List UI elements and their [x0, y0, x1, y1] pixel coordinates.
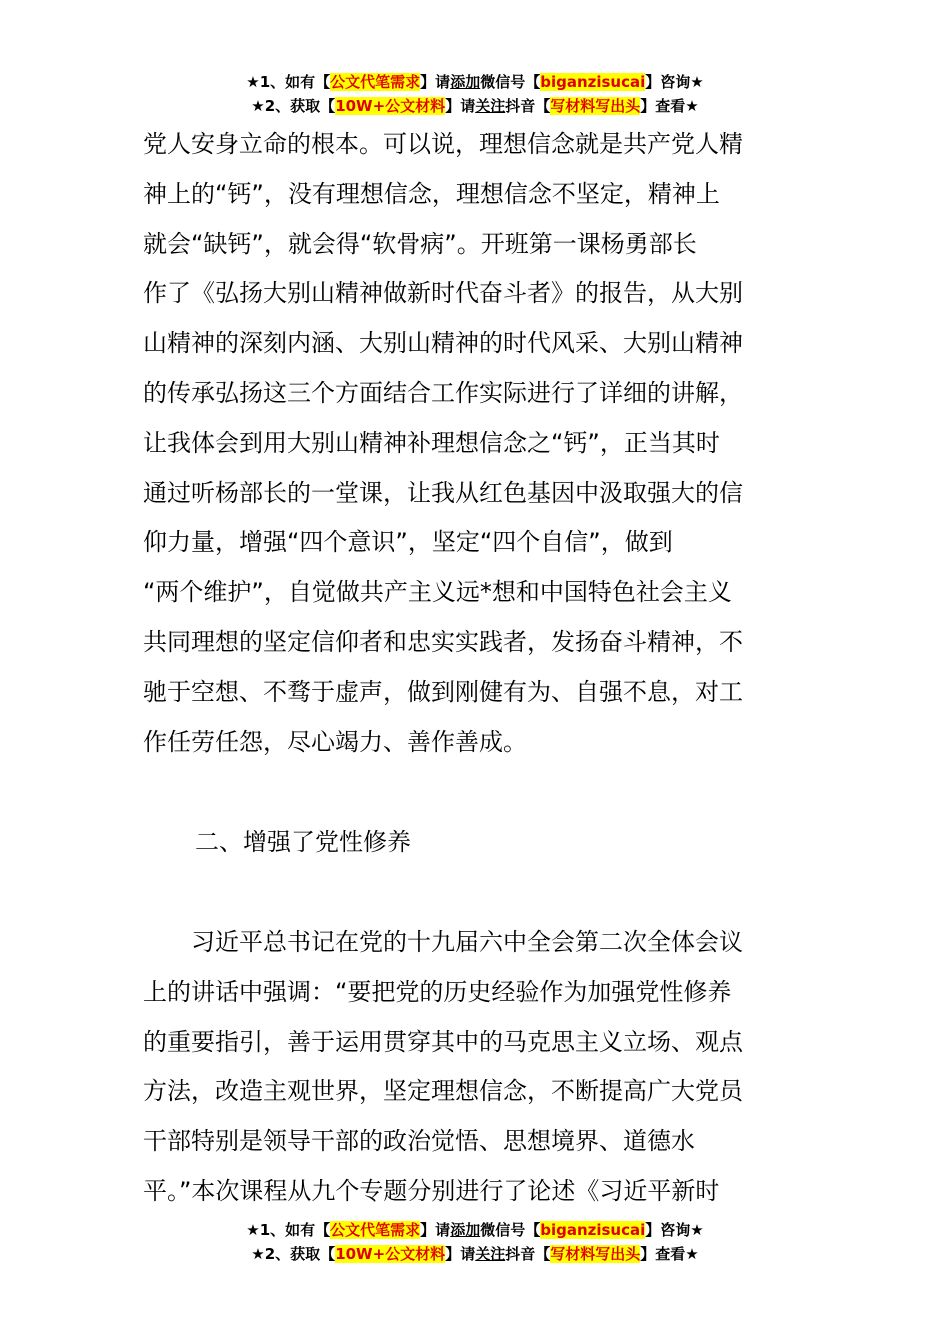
highlight-materials: 10W+公文材料 — [335, 97, 446, 115]
text-line: 干部特别是领导干部的政治觉悟、思想境界、道德水 — [143, 1127, 695, 1156]
section-heading: 二、增强了党性修养 — [195, 828, 411, 856]
text-line: 的重要指引，善于运用贯穿其中的马克思主义立场、观点 — [143, 1027, 743, 1056]
highlight-materials: 10W+公文材料 — [335, 1245, 446, 1263]
text-line: 上的讲话中强调：“要把党的历史经验作为加强党性修养 — [143, 977, 732, 1006]
highlight-wechat-id: biganzisucai — [540, 73, 646, 91]
text-line: 习近平总书记在党的十九届六中全会第二次全体会议 — [143, 928, 743, 956]
banner-line-1: ★1、如有【公文代笔需求】请添加微信号【biganzisucai】咨询★ — [246, 73, 704, 91]
text-line: 党人安身立命的根本。可以说，理想信念就是共产党人精 — [143, 130, 743, 158]
text-line: 驰于空想、不骛于虚声，做到刚健有为、自强不息，对工 — [143, 677, 743, 706]
text-line: 的传承弘扬这三个方面结合工作实际进行了详细的讲解， — [143, 378, 743, 407]
text-line: 通过听杨部长的一堂课，让我从红色基因中汲取强大的信 — [143, 478, 743, 507]
text-line: 作了《弘扬大别山精神做新时代奋斗者》的报告，从大别 — [143, 279, 743, 308]
text-line: 共同理想的坚定信仰者和忠实实践者，发扬奋斗精神，不 — [143, 627, 743, 656]
paragraph-1 — [143, 120, 807, 767]
text-line: 方法，改造主观世界，坚定理想信念，不断提高广大党员 — [143, 1077, 743, 1106]
highlight-wechat-id: biganzisucai — [540, 1221, 646, 1239]
banner-line-1: ★1、如有【公文代笔需求】请添加微信号【biganzisucai】咨询★ — [246, 1221, 704, 1239]
highlight-service: 公文代笔需求 — [330, 1221, 421, 1239]
bottom-banner — [0, 1218, 950, 1266]
highlight-douyin: 写材料写出头 — [550, 1245, 641, 1263]
banner-line-2: ★2、获取【10W+公文材料】请关注抖音【写材料写出头】查看★ — [251, 97, 699, 115]
highlight-service: 公文代笔需求 — [330, 73, 421, 91]
banner-line-2: ★2、获取【10W+公文材料】请关注抖音【写材料写出头】查看★ — [251, 1245, 699, 1263]
paragraph-2 — [143, 918, 807, 1217]
top-banner — [0, 70, 950, 118]
text-line: 神上的“钙”，没有理想信念，理想信念不坚定，精神上 — [143, 179, 720, 208]
text-line: “两个维护”，自觉做共产主义远*想和中国特色社会主义 — [143, 578, 732, 607]
text-line: 平。”本次课程从九个专题分别进行了论述《习近平新时 — [143, 1176, 720, 1205]
text-line: 作任劳任怨，尽心竭力、善作善成。 — [143, 727, 527, 756]
highlight-douyin: 写材料写出头 — [550, 97, 641, 115]
text-line: 山精神的深刻内涵、大别山精神的时代风采、大别山精神 — [143, 329, 743, 358]
text-line: 就会“缺钙”，就会得“软骨病”。开班第一课杨勇部长 — [143, 229, 697, 258]
text-line: 让我体会到用大别山精神补理想信念之“钙”，正当其时 — [143, 428, 720, 457]
text-line: 仰力量，增强“四个意识”，坚定“四个自信”，做到 — [143, 528, 673, 557]
